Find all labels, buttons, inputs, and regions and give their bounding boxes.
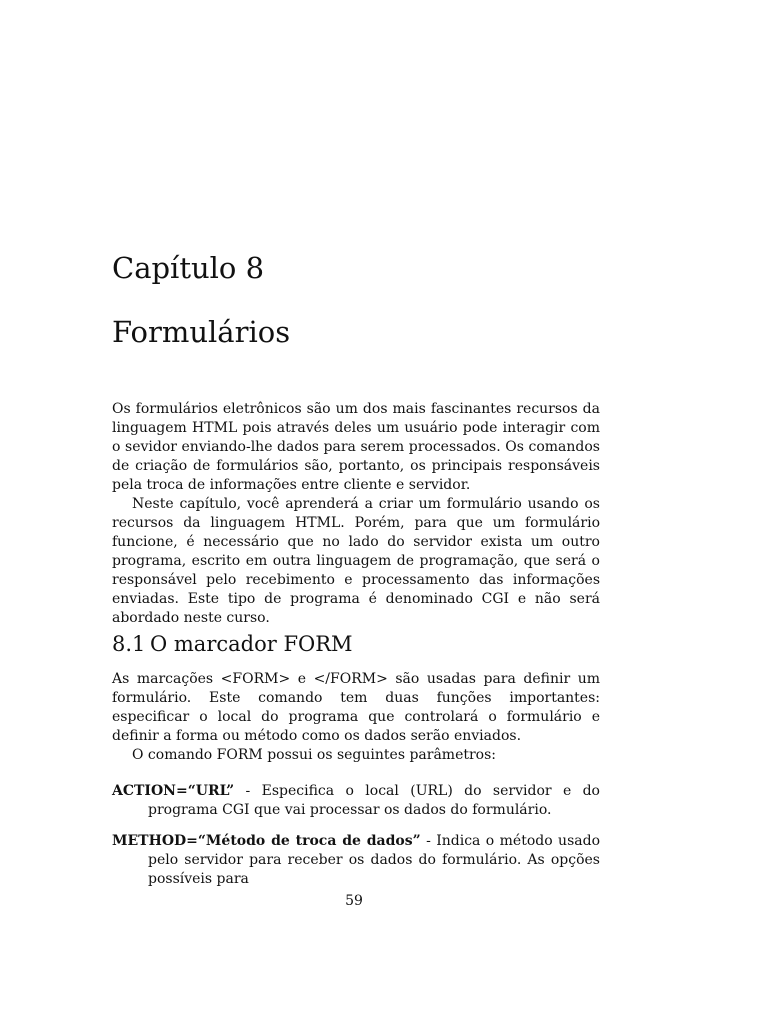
chapter-label: Capítulo 8 [112,251,265,285]
page-number: 59 [345,893,363,909]
parameter-description: - Especifica o local (URL) do servidor e do programa CGI que vai processar os dados do formulário. [148,783,600,818]
parameter-term: ACTION=“URL” [112,783,235,799]
section-heading [112,630,353,658]
parameter-item-method [112,832,600,889]
section-paragraph-2: O comando FORM possui os seguintes parâmetros: [132,747,497,763]
section-number: 8.1 [112,632,146,656]
section-paragraph-1: As marcações <FORM> e </FORM> são usadas para definir um formulário. Este comando tem duas funções importantes: especificar o local do programa que controlará o formulário e definir a forma ou método como os dados serão enviados. [112,671,600,744]
intro-paragraph-2: Neste capítulo, você aprenderá a criar um formulário usando os recursos da linguagem HTML. Porém, para que um formulário funcione, é necessário que no lado do servidor exista um outro programa, escrito em outra linguagem de programação, que será o responsável pelo recebimento e processamento das informações enviadas. Este tipo de programa é denominado CGI e não será abordado neste curso. [112,496,600,626]
section-text [112,670,600,765]
parameter-item-action [112,782,600,820]
intro-paragraph-1: Os formulários eletrônicos são um dos mais fascinantes recursos da linguagem HTML pois através deles um usuário pode interagir com o sevidor enviando-lhe dados para serem processados. Os comandos de criação de formulários são, portanto, os principais responsáveis pela troca de informações entre cliente e servidor. [112,401,600,493]
section-title: O marcador FORM [150,632,353,656]
intro-text [112,400,600,628]
chapter-title: Formulários [112,315,291,349]
parameter-term: METHOD=“Método de troca de dados” [112,833,421,849]
parameter-list [112,782,600,901]
parameter-description: - Indica o método usado pelo servidor para receber os dados do formulário. As opções possíveis para [148,833,600,887]
